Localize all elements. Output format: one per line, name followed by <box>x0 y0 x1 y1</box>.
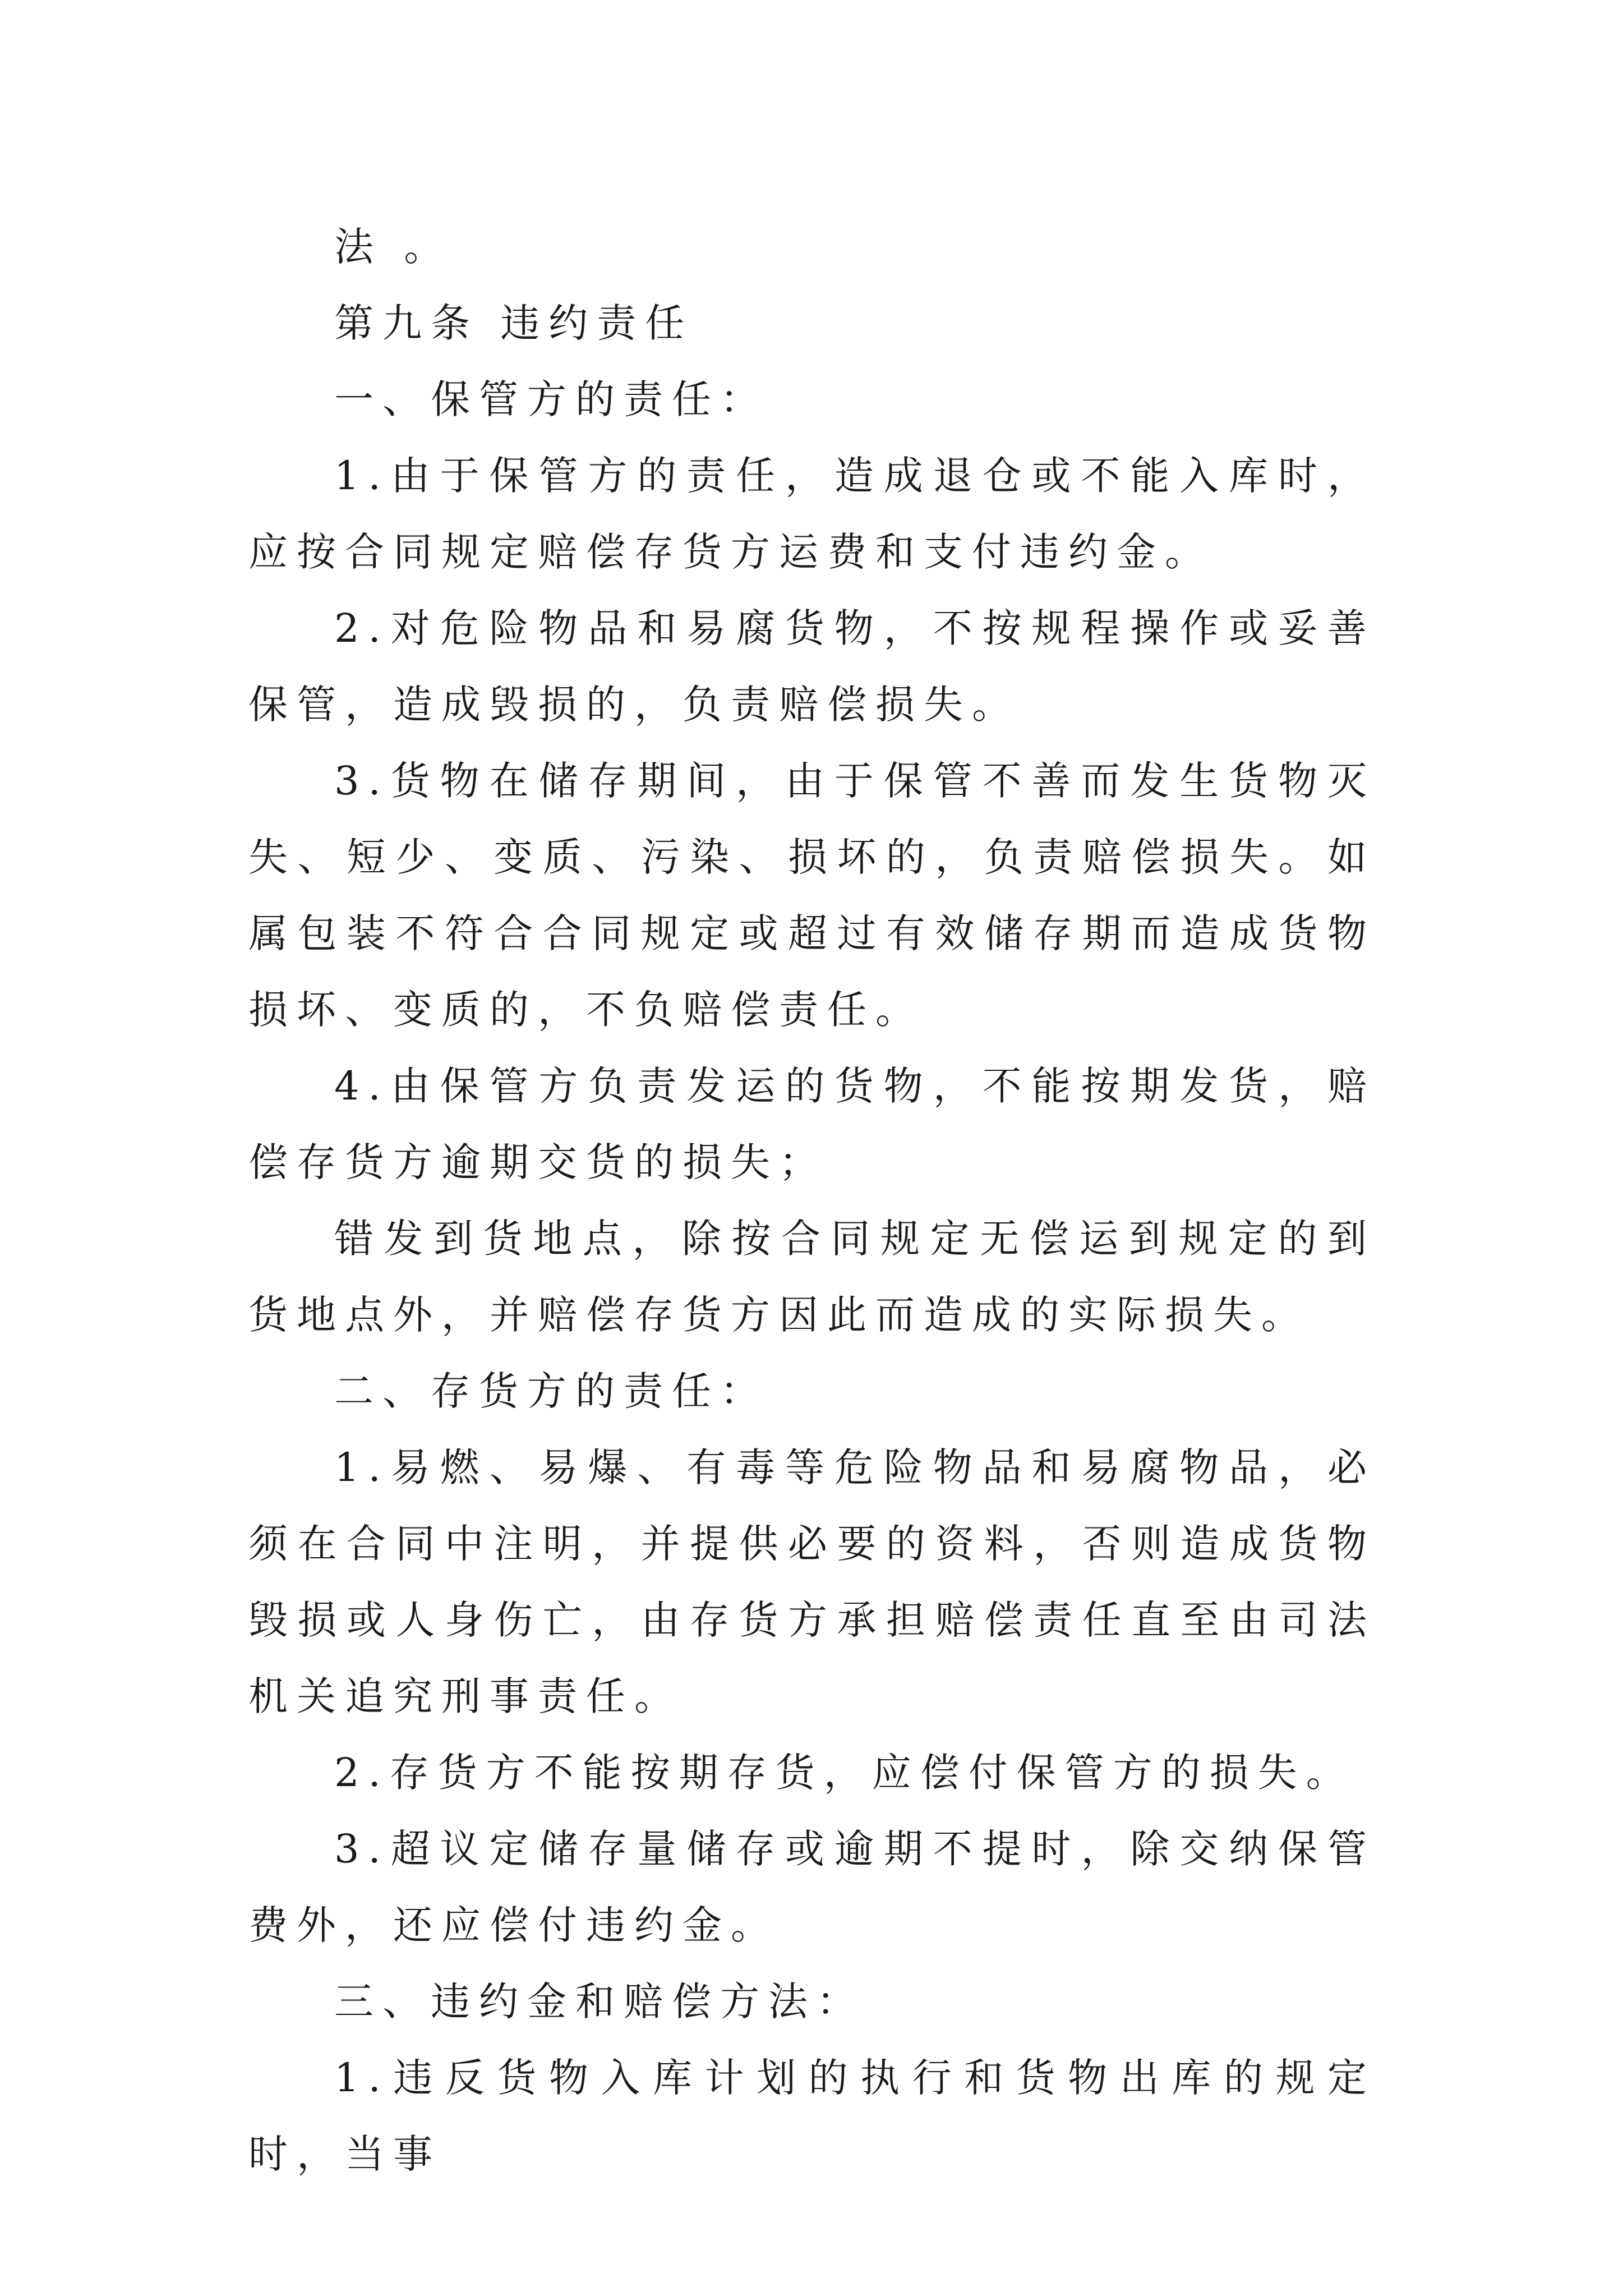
section-heading: 二、存货方的责任： <box>334 1368 768 1414</box>
paragraph: 错发到货地点，除按合同规定无偿运到规定的到货地点外，并赔偿存货方因此而造成的实际损失。 <box>248 1216 1376 1338</box>
paragraph: 2.对危险物品和易腐货物，不按规程操作或妥善保管，造成毁损的，负责赔偿损失。 <box>248 605 1376 728</box>
paragraph: 1.易燃、易爆、有毒等危险物品和易腐物品，必须在合同中注明，并提供必要的资料，否则造成货物毁损或人身伤亡，由存货方承担赔偿责任直至由司法机关追究刑事责任。 <box>248 1444 1376 1719</box>
paragraph: 1.违反货物入库计划的执行和货物出库的规定时，当事 <box>248 2055 1376 2177</box>
paragraph: 3.超议定储存量储存或逾期不提时，除交纳保管费外，还应偿付违约金。 <box>248 1826 1376 1948</box>
paragraph: 法 。 <box>334 224 453 270</box>
paragraph: 1.由于保管方的责任，造成退仓或不能入库时，应按合同规定赔偿存货方运费和支付违约金。 <box>248 453 1376 575</box>
section-heading: 一、保管方的责任： <box>334 376 768 422</box>
paragraph: 4.由保管方负责发运的货物，不能按期发货，赔偿存货方逾期交货的损失； <box>248 1063 1376 1185</box>
section-heading: 三、违约金和赔偿方法： <box>334 1978 865 2024</box>
paragraph: 3.货物在储存期间，由于保管不善而发生货物灭失、短少、变质、污染、损坏的，负责赔偿损失。如属包装不符合合同规定或超过有效储存期而造成货物损坏、变质的，不负赔偿责任。 <box>248 758 1376 1033</box>
body-text <box>248 209 1376 2192</box>
paragraph: 2.存货方不能按期存货，应偿付保管方的损失。 <box>334 1750 1354 1796</box>
article-heading: 第九条 违约责任 <box>334 300 694 346</box>
